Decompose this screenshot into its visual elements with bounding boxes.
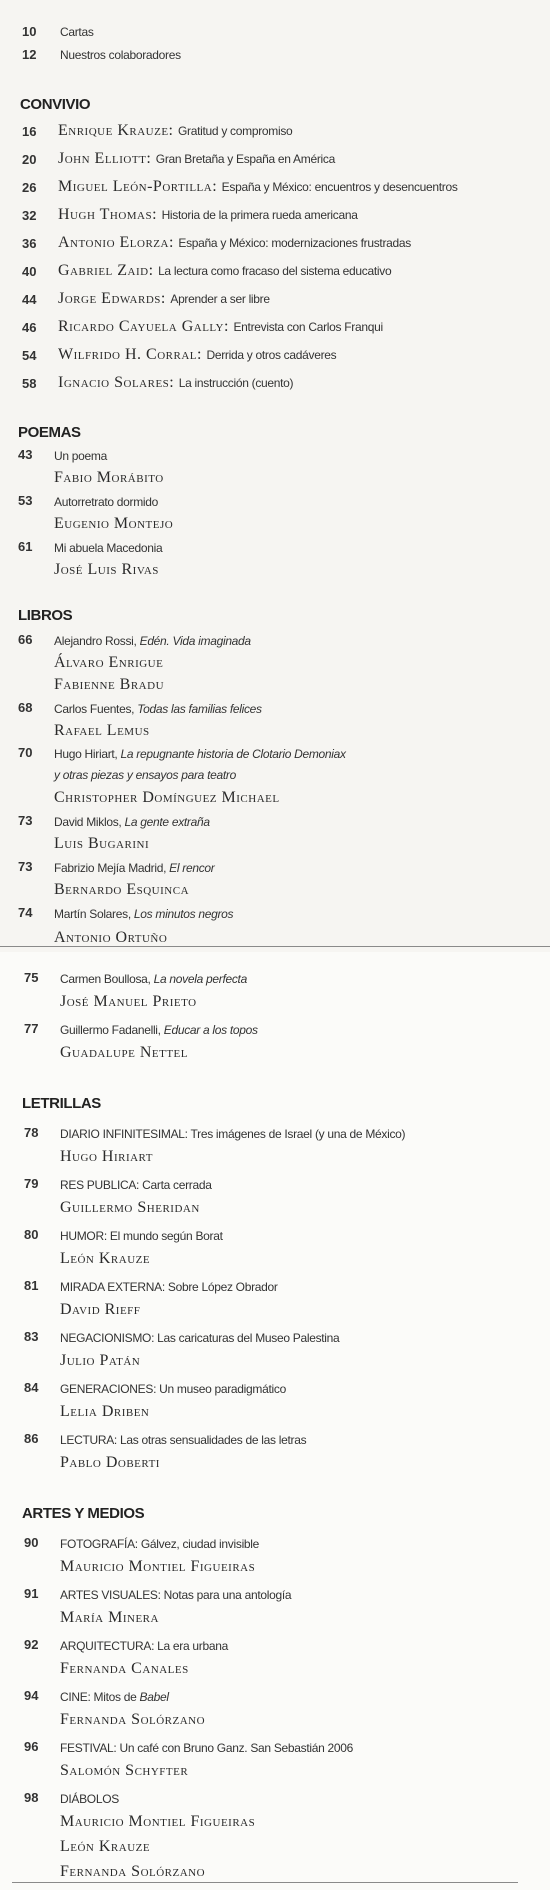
entry-author: José Luis Rivas (54, 561, 159, 578)
page-number: 26 (22, 180, 37, 195)
section-heading-poemas: POEMAS (18, 424, 81, 441)
reviewer: Fabienne Bradu (54, 676, 165, 693)
page-number: 80 (24, 1227, 39, 1242)
page-number: 84 (24, 1380, 39, 1395)
page-number: 96 (24, 1739, 39, 1754)
entry-author: Fernanda Canales (60, 1660, 189, 1677)
section-heading-convivio: CONVIVIO (20, 96, 91, 113)
section-heading-artes-y-medios: ARTES Y MEDIOS (22, 1505, 145, 1522)
page-number: 16 (22, 124, 37, 139)
entry-title: MIRADA EXTERNA: Sobre López Obrador (60, 1280, 278, 1294)
entry-author: Enrique Krauze: Gratitud y compromiso (58, 122, 293, 139)
page-number: 92 (24, 1637, 39, 1652)
page-number: 20 (22, 152, 37, 167)
page-number: 73 (18, 859, 33, 874)
page-number: 81 (24, 1278, 39, 1293)
entry-title: Aprender a ser libre (170, 292, 270, 306)
entry-title: ARTES VISUALES: Notas para una antología (60, 1588, 292, 1602)
page-number: 73 (18, 813, 33, 828)
entry-title: España y México: encuentros y desencuentros (221, 180, 458, 194)
page-number: 75 (24, 970, 39, 985)
entry-author: Hugo Hiriart (60, 1148, 153, 1165)
entry-author: Mauricio Montiel Figueiras (60, 1813, 256, 1830)
page-number: 46 (22, 320, 37, 335)
page-number: 78 (24, 1125, 39, 1140)
page-number: 83 (24, 1329, 39, 1344)
entry-author: David Rieff (60, 1301, 141, 1318)
entry-author: Lelia Driben (60, 1403, 150, 1420)
entry-author: Ricardo Cayuela Gally: Entrevista con Carlos Franqui (58, 318, 383, 335)
entry-author: John Elliott: Gran Bretaña y España en América (58, 150, 335, 167)
section-heading-letrillas: LETRILLAS (22, 1095, 101, 1112)
entry-title: RES PUBLICA: Carta cerrada (60, 1178, 212, 1192)
book-entry: David Miklos, La gente extraña (54, 815, 210, 829)
entry-author: León Krauze (60, 1250, 151, 1267)
entry-author: María Minera (60, 1609, 159, 1626)
page-number: 94 (24, 1688, 39, 1703)
entry-title: LECTURA: Las otras sensualidades de las letras (60, 1433, 307, 1447)
entry-author: Fernanda Solórzano (60, 1863, 206, 1880)
entry-title: DIARIO INFINITESIMAL: Tres imágenes de Israel (y una de México) (60, 1127, 406, 1141)
entry-title: Entrevista con Carlos Franqui (233, 320, 383, 334)
page-number: 12 (22, 47, 37, 62)
reviewer: Luis Bugarini (54, 835, 150, 852)
entry-title: Gran Bretaña y España en América (155, 152, 335, 166)
page-number: 68 (18, 700, 33, 715)
page-number: 90 (24, 1535, 39, 1550)
page-number: 70 (18, 745, 33, 760)
entry-author: Eugenio Montejo (54, 515, 174, 532)
reviewer: Rafael Lemus (54, 722, 150, 739)
entry-title: FESTIVAL: Un café con Bruno Ganz. San Sebastián 2006 (60, 1741, 354, 1755)
page-number: 66 (18, 632, 33, 647)
entry-title: CINE: Mitos de Babel (60, 1690, 169, 1704)
entry-title: ARQUITECTURA: La era urbana (60, 1639, 228, 1653)
entry-title: Derrida y otros cadáveres (206, 348, 337, 362)
entry-author: Jorge Edwards: Aprender a ser libre (58, 290, 270, 307)
page-number: 43 (18, 447, 33, 462)
entry-title: GENERACIONES: Un museo paradigmático (60, 1382, 286, 1396)
entry-author: Wilfrido H. Corral: Derrida y otros cadáveres (58, 346, 337, 363)
page-number: 36 (22, 236, 37, 251)
entry-title: Cartas (60, 25, 94, 39)
entry-author: Mauricio Montiel Figueiras (60, 1558, 256, 1575)
entry-author: Gabriel Zaid: La lectura como fracaso del sistema educativo (58, 262, 392, 279)
entry-title: Un poema (54, 449, 107, 463)
page-number: 91 (24, 1586, 39, 1601)
entry-author: Fernanda Solórzano (60, 1711, 206, 1728)
page-number: 53 (18, 493, 33, 508)
entry-title: Nuestros colaboradores (60, 48, 181, 62)
section-heading-libros: LIBROS (18, 607, 73, 624)
page-number: 32 (22, 208, 37, 223)
entry-title: Gratitud y compromiso (178, 124, 293, 138)
book-entry: Hugo Hiriart, La repugnante historia de Clotario Demoniax (54, 747, 346, 761)
page-divider (0, 946, 550, 947)
entry-title: Mi abuela Macedonia (54, 541, 163, 555)
entry-author: Miguel León-Portilla: España y México: encuentros y desencuentros (58, 178, 458, 195)
entry-author: Hugh Thomas: Historia de la primera rueda americana (58, 206, 358, 223)
page-number: 61 (18, 539, 33, 554)
entry-author: Guillermo Sheridan (60, 1199, 200, 1216)
page-number: 98 (24, 1790, 39, 1805)
book-entry-cont: y otras piezas y ensayos para teatro (54, 768, 236, 782)
entry-author: León Krauze (60, 1838, 151, 1855)
reviewer: Bernardo Esquinca (54, 881, 190, 898)
page-number: 77 (24, 1021, 39, 1036)
entry-title: La instrucción (cuento) (178, 376, 294, 390)
page-number: 79 (24, 1176, 39, 1191)
entry-author: Ignacio Solares: La instrucción (cuento) (58, 374, 294, 391)
reviewer: Antonio Ortuño (54, 929, 168, 943)
reviewer: Guadalupe Nettel (60, 1044, 188, 1061)
entry-title: FOTOGRAFÍA: Gálvez, ciudad invisible (60, 1537, 260, 1551)
book-entry: Alejandro Rossi, Edén. Vida imaginada (54, 634, 251, 648)
page-number: 10 (22, 24, 37, 39)
entry-author: Pablo Doberti (60, 1454, 160, 1471)
reviewer: Christopher Domínguez Michael (54, 789, 280, 806)
entry-author: Fabio Morábito (54, 469, 164, 486)
entry-author: Antonio Elorza: España y México: modernizaciones frustradas (58, 234, 411, 251)
entry-title: La lectura como fracaso del sistema educativo (158, 264, 392, 278)
book-entry: Fabrizio Mejía Madrid, El rencor (54, 861, 215, 875)
book-entry: Carmen Boullosa, La novela perfecta (60, 972, 247, 986)
page-number: 86 (24, 1431, 39, 1446)
page-number: 58 (22, 376, 37, 391)
entry-title: España y México: modernizaciones frustradas (178, 236, 411, 250)
entry-author: Julio Patán (60, 1352, 141, 1369)
bottom-rule (12, 1882, 518, 1883)
entry-title: Autorretrato dormido (54, 495, 159, 509)
entry-title: HUMOR: El mundo según Borat (60, 1229, 223, 1243)
page-number: 74 (18, 905, 33, 920)
book-entry: Martín Solares, Los minutos negros (54, 907, 234, 921)
book-entry: Guillermo Fadanelli, Educar a los topos (60, 1023, 258, 1037)
reviewer: Álvaro Enrigue (54, 654, 164, 671)
reviewer: José Manuel Prieto (60, 993, 197, 1010)
book-entry: Carlos Fuentes, Todas las familias felices (54, 702, 262, 716)
page-number: 44 (22, 292, 37, 307)
page-number: 54 (22, 348, 37, 363)
page-number: 40 (22, 264, 37, 279)
entry-title: NEGACIONISMO: Las caricaturas del Museo Palestina (60, 1331, 340, 1345)
entry-title: DIÁBOLOS (60, 1792, 119, 1806)
entry-author: Salomón Schyfter (60, 1762, 189, 1779)
entry-title: Historia de la primera rueda americana (161, 208, 358, 222)
